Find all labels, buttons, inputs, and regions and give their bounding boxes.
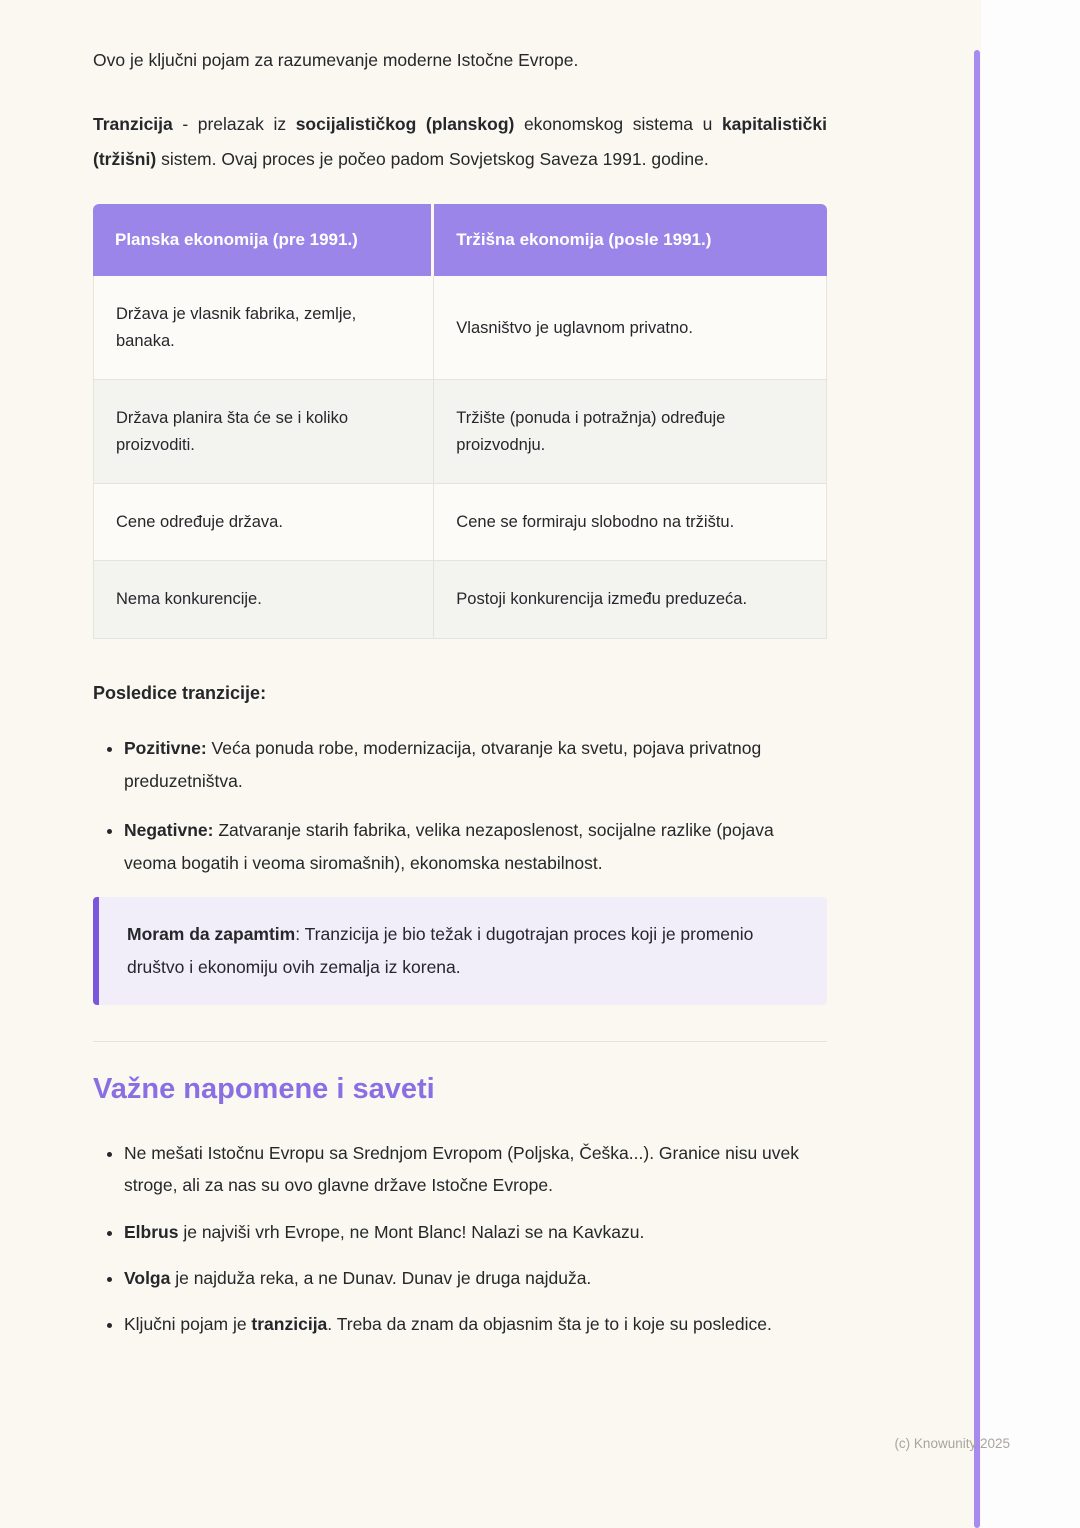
table-cell: Tržište (ponuda i potražnja) određuje proizvodnju.	[434, 380, 827, 484]
bullet-item: • Ključni pojam je tranzicija. Treba da znam da objasnim šta je to i koje su posledice.	[124, 1308, 827, 1340]
table-row	[93, 276, 827, 380]
table-header-row	[93, 204, 827, 276]
consequences-list	[93, 732, 827, 881]
bullet-item: • Negativne: Zatvaranje starih fabrika, velika nezaposlenost, socijalne razlike (pojava veoma bogatih i veoma siromašnih), ekonomska nestabilnost.	[124, 814, 827, 881]
remember-callout	[93, 897, 827, 1006]
notes-list	[93, 1137, 827, 1341]
table-cell: Cene određuje država.	[93, 484, 434, 561]
section-divider	[93, 1041, 827, 1042]
economy-comparison-table	[93, 204, 827, 638]
table-row	[93, 484, 827, 561]
bullet-item: • Volga je najduža reka, a ne Dunav. Dunav je druga najduža.	[124, 1262, 827, 1294]
copyright-footer: (c) Knowunity 2025	[894, 1436, 1010, 1451]
bullet-item: • Elbrus je najviši vrh Evrope, ne Mont Blanc! Nalazi se na Kavkazu.	[124, 1216, 827, 1248]
table-header-planned-economy: Planska ekonomija (pre 1991.)	[93, 204, 434, 276]
page-edge-indicator	[974, 50, 980, 1528]
callout-text: Moram da zapamtim: Tranzicija je bio težak i dugotrajan proces koji je promenio društvo i ekonomiju ovih zemalja iz korena.	[127, 923, 754, 977]
document-content	[93, 48, 827, 1355]
table-cell: Postoji konkurencija između preduzeća.	[434, 561, 827, 638]
consequences-heading: Posledice tranzicije:	[93, 682, 267, 703]
table-cell: Država je vlasnik fabrika, zemlje, banaka.	[93, 276, 434, 380]
table-cell: Cene se formiraju slobodno na tržištu.	[434, 484, 827, 561]
bullet-item: • Pozitivne: Veća ponuda robe, modernizacija, otvaranje ka svetu, pojava privatnog preduzetništva.	[124, 732, 827, 799]
notes-heading: Važne napomene i saveti	[93, 1073, 435, 1106]
table-row	[93, 380, 827, 484]
intro-paragraph: Ovo je ključni pojam za razumevanje moderne Istočne Evrope.	[93, 50, 579, 70]
table-cell: Vlasništvo je uglavnom privatno.	[434, 276, 827, 380]
definition-paragraph: Tranzicija - prelazak iz socijalističkog (planskog) ekonomskog sistema u kapitalistički (tržišni) sistem. Ovaj proces je počeo padom Sovjetskog Saveza 1991. godine.	[93, 113, 827, 170]
table-cell: Država planira šta će se i koliko proizvoditi.	[93, 380, 434, 484]
bullet-item: • Ne mešati Istočnu Evropu sa Srednjom Evropom (Poljska, Češka...). Granice nisu uvek stroge, ali za nas su ovo glavne države Istočne Evrope.	[124, 1137, 827, 1202]
table-header-market-economy: Tržišna ekonomija (posle 1991.)	[434, 204, 827, 276]
viewer-right-margin	[981, 0, 1080, 1528]
table-cell: Nema konkurencije.	[93, 561, 434, 638]
table-row	[93, 561, 827, 638]
